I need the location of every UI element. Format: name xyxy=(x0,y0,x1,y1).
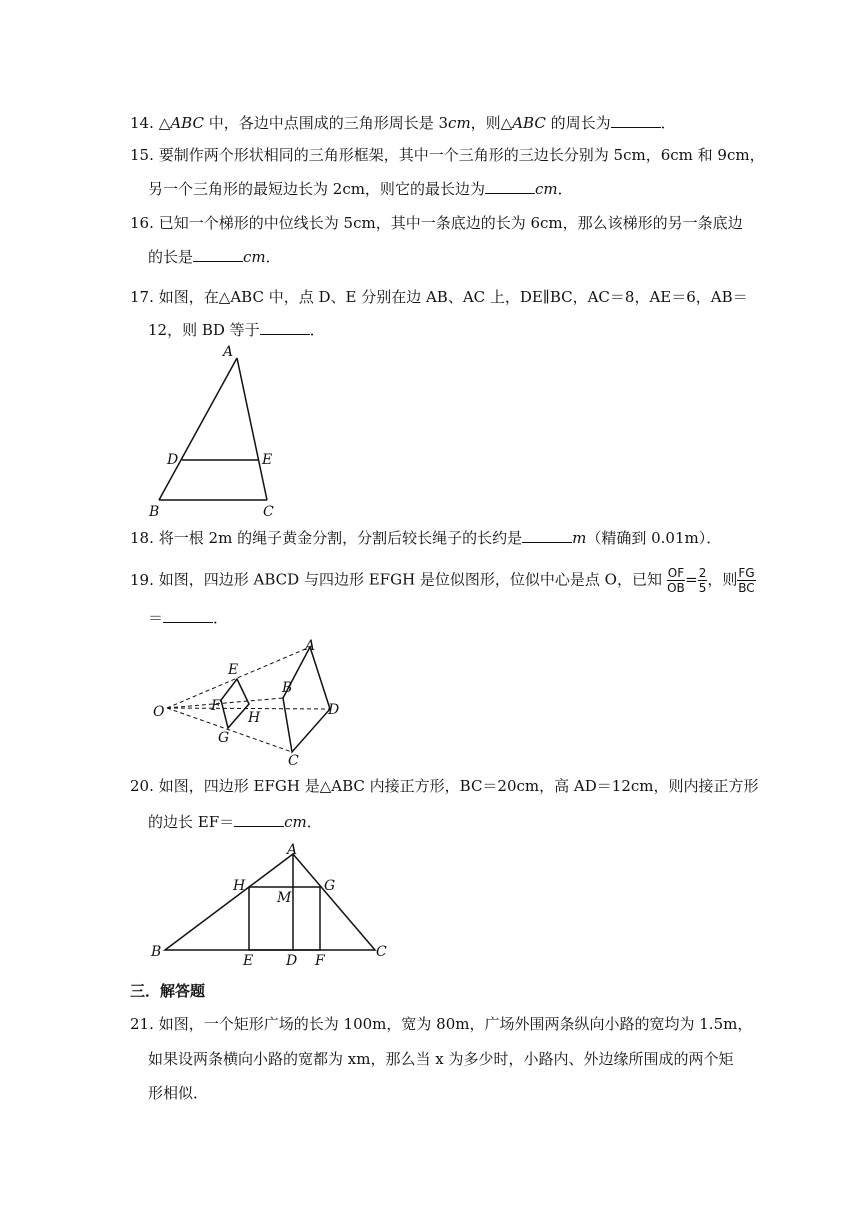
fraction-numerator: FG xyxy=(738,566,755,580)
fraction-denominator: BC xyxy=(738,581,755,595)
question-number: 19. xyxy=(130,570,154,589)
q19-end: ． xyxy=(213,609,229,627)
question-16-line2 xyxy=(148,247,281,267)
q20-end: ． xyxy=(306,813,322,831)
question-14 xyxy=(130,113,676,133)
fraction-of-ob xyxy=(667,566,685,595)
equals-sign: = xyxy=(685,570,698,589)
question-15-line2 xyxy=(148,179,573,199)
question-21-line2 xyxy=(148,1049,733,1069)
question-20 xyxy=(130,776,758,796)
label-a: A xyxy=(223,344,234,360)
label-f: F xyxy=(211,698,221,714)
question-number: 17. xyxy=(130,288,154,306)
q14-text-b: ABC xyxy=(170,114,204,132)
question-19 xyxy=(130,566,756,595)
q16-line2: 的长是 xyxy=(148,248,194,266)
answer-blank[interactable] xyxy=(485,179,535,194)
label-b: B xyxy=(151,944,162,960)
label-a: A xyxy=(287,842,298,858)
fraction-numerator: OF xyxy=(667,566,685,580)
label-b: B xyxy=(149,504,160,520)
answer-blank[interactable] xyxy=(611,113,661,128)
answer-blank[interactable] xyxy=(260,320,310,335)
q16-unit: cm xyxy=(243,248,266,266)
fraction-denominator: 5 xyxy=(698,581,707,595)
label-d: D xyxy=(167,452,179,468)
answer-blank[interactable] xyxy=(522,528,572,543)
label-g: G xyxy=(218,730,230,746)
question-17-line2 xyxy=(148,320,325,340)
q15-line1: 要制作两个形状相同的三角形框架，其中一个三角形的三边长分别为 5cm，6cm 和 9cm， xyxy=(158,146,765,164)
q21-line1: 如图，一个矩形广场的长为 100m，宽为 80m，广场外围两条纵向小路的宽均为 1.5m， xyxy=(158,1015,753,1033)
label-m: M xyxy=(277,890,292,906)
q18-unit: m xyxy=(572,529,587,547)
q16-end: ． xyxy=(265,248,281,266)
question-18 xyxy=(130,528,721,548)
section-heading: 三．解答题 xyxy=(130,982,206,1000)
question-number: 20. xyxy=(130,777,154,795)
q14-text-e: ABC xyxy=(512,114,546,132)
question-number: 21. xyxy=(130,1015,154,1033)
q15-unit: cm xyxy=(534,180,558,198)
label-h: H xyxy=(233,878,246,894)
homothety-figure-19 xyxy=(145,632,345,767)
label-h: H xyxy=(248,710,261,726)
question-21-line3 xyxy=(148,1083,208,1103)
label-o: O xyxy=(153,704,165,720)
inscribed-square-figure-20 xyxy=(145,838,395,970)
q21-line3: 形相似． xyxy=(148,1084,209,1102)
question-21 xyxy=(130,1014,752,1034)
q21-line2: 如果设两条横向小路的宽都为 xm，那么当 x 为多少时，小路内、外边缘所围成的两个矩 xyxy=(148,1050,734,1068)
fraction-2-5 xyxy=(698,566,708,595)
q14-text-f: 的周长为 xyxy=(545,114,611,132)
label-b: B xyxy=(282,680,293,696)
label-f: F xyxy=(315,953,325,969)
question-20-line2 xyxy=(148,812,322,832)
q17-end: ． xyxy=(309,321,325,339)
q15-end: ． xyxy=(557,180,573,198)
label-c: C xyxy=(288,753,299,767)
q16-line1: 已知一个梯形的中位线长为 5cm，其中一条底边的长为 6cm，那么该梯形的另一条底边 xyxy=(158,214,743,232)
q19-line2: ＝ xyxy=(148,609,164,627)
q17-line1: 如图，在△ABC 中，点 D、E 分别在边 AB、AC 上，DE∥BC，AC＝8，AE＝6，AB＝ xyxy=(158,288,748,306)
question-number: 16. xyxy=(130,214,154,232)
q14-text-d: ，则△ xyxy=(470,114,513,132)
q19-then: ，则 xyxy=(707,570,738,589)
question-19-line2 xyxy=(148,608,228,628)
answer-blank[interactable] xyxy=(234,812,284,827)
label-d: D xyxy=(286,953,298,969)
question-number: 18. xyxy=(130,529,154,547)
q20-line1: 如图，四边形 EFGH 是△ABC 内接正方形，BC＝20cm，高 AD＝12cm，则内接正方形 xyxy=(158,777,759,795)
question-15 xyxy=(130,145,765,165)
label-c: C xyxy=(376,944,387,960)
q20-unit: cm xyxy=(284,813,307,831)
question-16 xyxy=(130,213,743,233)
q14-end: ． xyxy=(660,114,676,132)
answer-blank[interactable] xyxy=(163,608,213,623)
q18-text: 将一根 2m 的绳子黄金分割，分割后较长绳子的长约是 xyxy=(158,529,523,547)
q15-line2: 另一个三角形的最短边长为 2cm，则它的最长边为 xyxy=(148,180,485,198)
q17-line2: 12，则 BD 等于 xyxy=(148,321,260,339)
label-e: E xyxy=(228,662,239,678)
q14-unit: cm xyxy=(448,114,471,132)
q19-text: 如图，四边形 ABCD 与四边形 EFGH 是位似图形，位似中心是点 O，已知 xyxy=(158,570,662,589)
answer-blank[interactable] xyxy=(193,247,243,262)
q20-line2: 的边长 EF＝ xyxy=(148,813,235,831)
label-g: G xyxy=(324,878,336,894)
question-17 xyxy=(130,287,748,307)
q18-note: （精确到 0.01m）． xyxy=(586,529,722,547)
label-e: E xyxy=(243,953,254,969)
question-number: 14. xyxy=(130,114,154,132)
fraction-denominator: OB xyxy=(667,581,685,595)
triangle-figure-17 xyxy=(145,340,285,520)
fraction-numerator: 2 xyxy=(698,566,707,580)
fraction-fg-bc xyxy=(737,566,755,595)
label-e: E xyxy=(262,452,273,468)
q14-text-c: 中，各边中点围成的三角形周长是 3 xyxy=(203,114,449,132)
label-d: D xyxy=(328,702,340,718)
question-number: 15. xyxy=(130,146,154,164)
label-c: C xyxy=(263,504,274,520)
label-a: A xyxy=(305,638,316,654)
q14-text-a: △ xyxy=(158,114,171,132)
